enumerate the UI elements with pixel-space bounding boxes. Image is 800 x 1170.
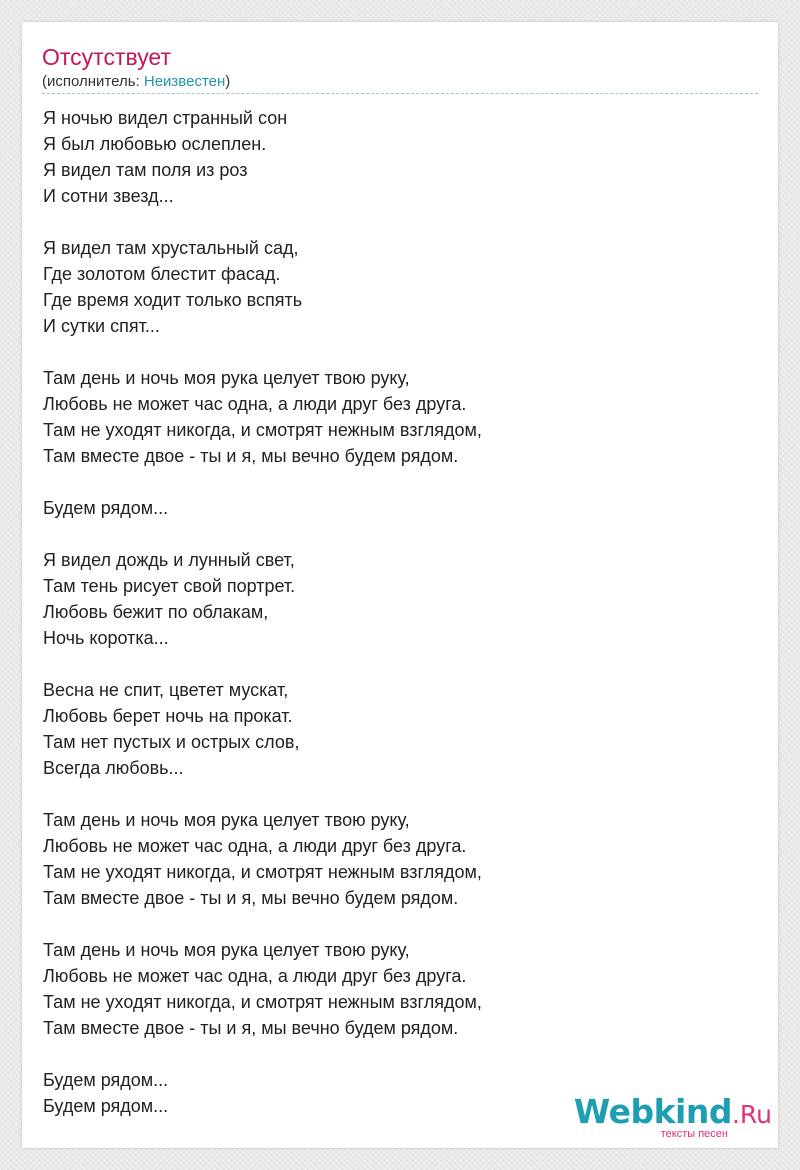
lyrics-text (43, 105, 753, 1145)
lyric-line: Я видел там хрустальный сад, (43, 238, 299, 258)
artist-line (42, 72, 230, 92)
lyric-line: И сотни звезд... (43, 186, 174, 206)
lyric-line: Будем рядом... (43, 1096, 169, 1116)
lyric-line: Там день и ночь моя рука целует твою руку, (43, 810, 410, 830)
lyrics-card (22, 22, 778, 1148)
artist-suffix: ) (225, 73, 231, 90)
lyric-line: Там не уходят никогда, и смотрят нежным взглядом, (43, 992, 482, 1012)
lyric-line: Будем рядом... (43, 1070, 169, 1090)
logo-tagline: тексты песен (660, 1128, 728, 1140)
lyrics-stanza (43, 105, 753, 209)
lyric-line: И сутки спят... (43, 316, 160, 336)
lyrics-stanza (43, 495, 753, 521)
site-logo[interactable] (572, 1088, 772, 1148)
lyric-line: Любовь берет ночь на прокат. (43, 706, 293, 726)
lyrics-stanza (43, 365, 753, 469)
lyric-line: Я был любовью ослеплен. (43, 134, 267, 154)
lyrics-stanza (43, 235, 753, 339)
lyric-line: Любовь не может час одна, а люди друг без друга. (43, 394, 467, 414)
artist-link[interactable]: Неизвестен (143, 73, 226, 90)
lyric-line: Любовь бежит по облакам, (43, 602, 269, 622)
lyrics-stanza (43, 547, 753, 651)
lyric-line: Любовь не может час одна, а люди друг без друга. (43, 836, 467, 856)
lyric-line: Ночь коротка... (43, 628, 169, 648)
lyric-line: Будем рядом... (43, 498, 169, 518)
lyric-line: Там день и ночь моя рука целует твою руку, (43, 940, 410, 960)
logo-tld: .Ru (731, 1100, 772, 1129)
lyric-line: Всегда любовь... (43, 758, 184, 778)
lyric-line: Любовь не может час одна, а люди друг без друга. (43, 966, 467, 986)
lyric-line: Я видел дождь и лунный свет, (43, 550, 295, 570)
lyric-line: Я ночью видел странный сон (43, 108, 288, 128)
dashed-divider (42, 93, 758, 94)
lyric-line: Где золотом блестит фасад. (43, 264, 281, 284)
song-title: Отсутствует (42, 44, 171, 70)
lyric-line: Там тень рисует свой портрет. (43, 576, 296, 596)
lyric-line: Я видел там поля из роз (43, 160, 248, 180)
lyric-line: Весна не спит, цветет мускат, (43, 680, 289, 700)
artist-prefix: (исполнитель: (42, 73, 144, 90)
lyrics-stanza (43, 677, 753, 781)
lyric-line: Там вместе двое - ты и я, мы вечно будем рядом. (43, 1018, 459, 1038)
lyric-line: Там не уходят никогда, и смотрят нежным взглядом, (43, 420, 482, 440)
lyric-line: Там не уходят никогда, и смотрят нежным взглядом, (43, 862, 482, 882)
lyric-line: Там вместе двое - ты и я, мы вечно будем рядом. (43, 888, 459, 908)
lyric-line: Где время ходит только вспять (43, 290, 303, 310)
logo-name: Webkind (573, 1092, 732, 1131)
lyric-line: Там вместе двое - ты и я, мы вечно будем рядом. (43, 446, 459, 466)
lyric-line: Там нет пустых и острых слов, (43, 732, 300, 752)
lyrics-stanza (43, 807, 753, 911)
lyrics-stanza (43, 937, 753, 1041)
lyric-line: Там день и ночь моя рука целует твою руку, (43, 368, 410, 388)
